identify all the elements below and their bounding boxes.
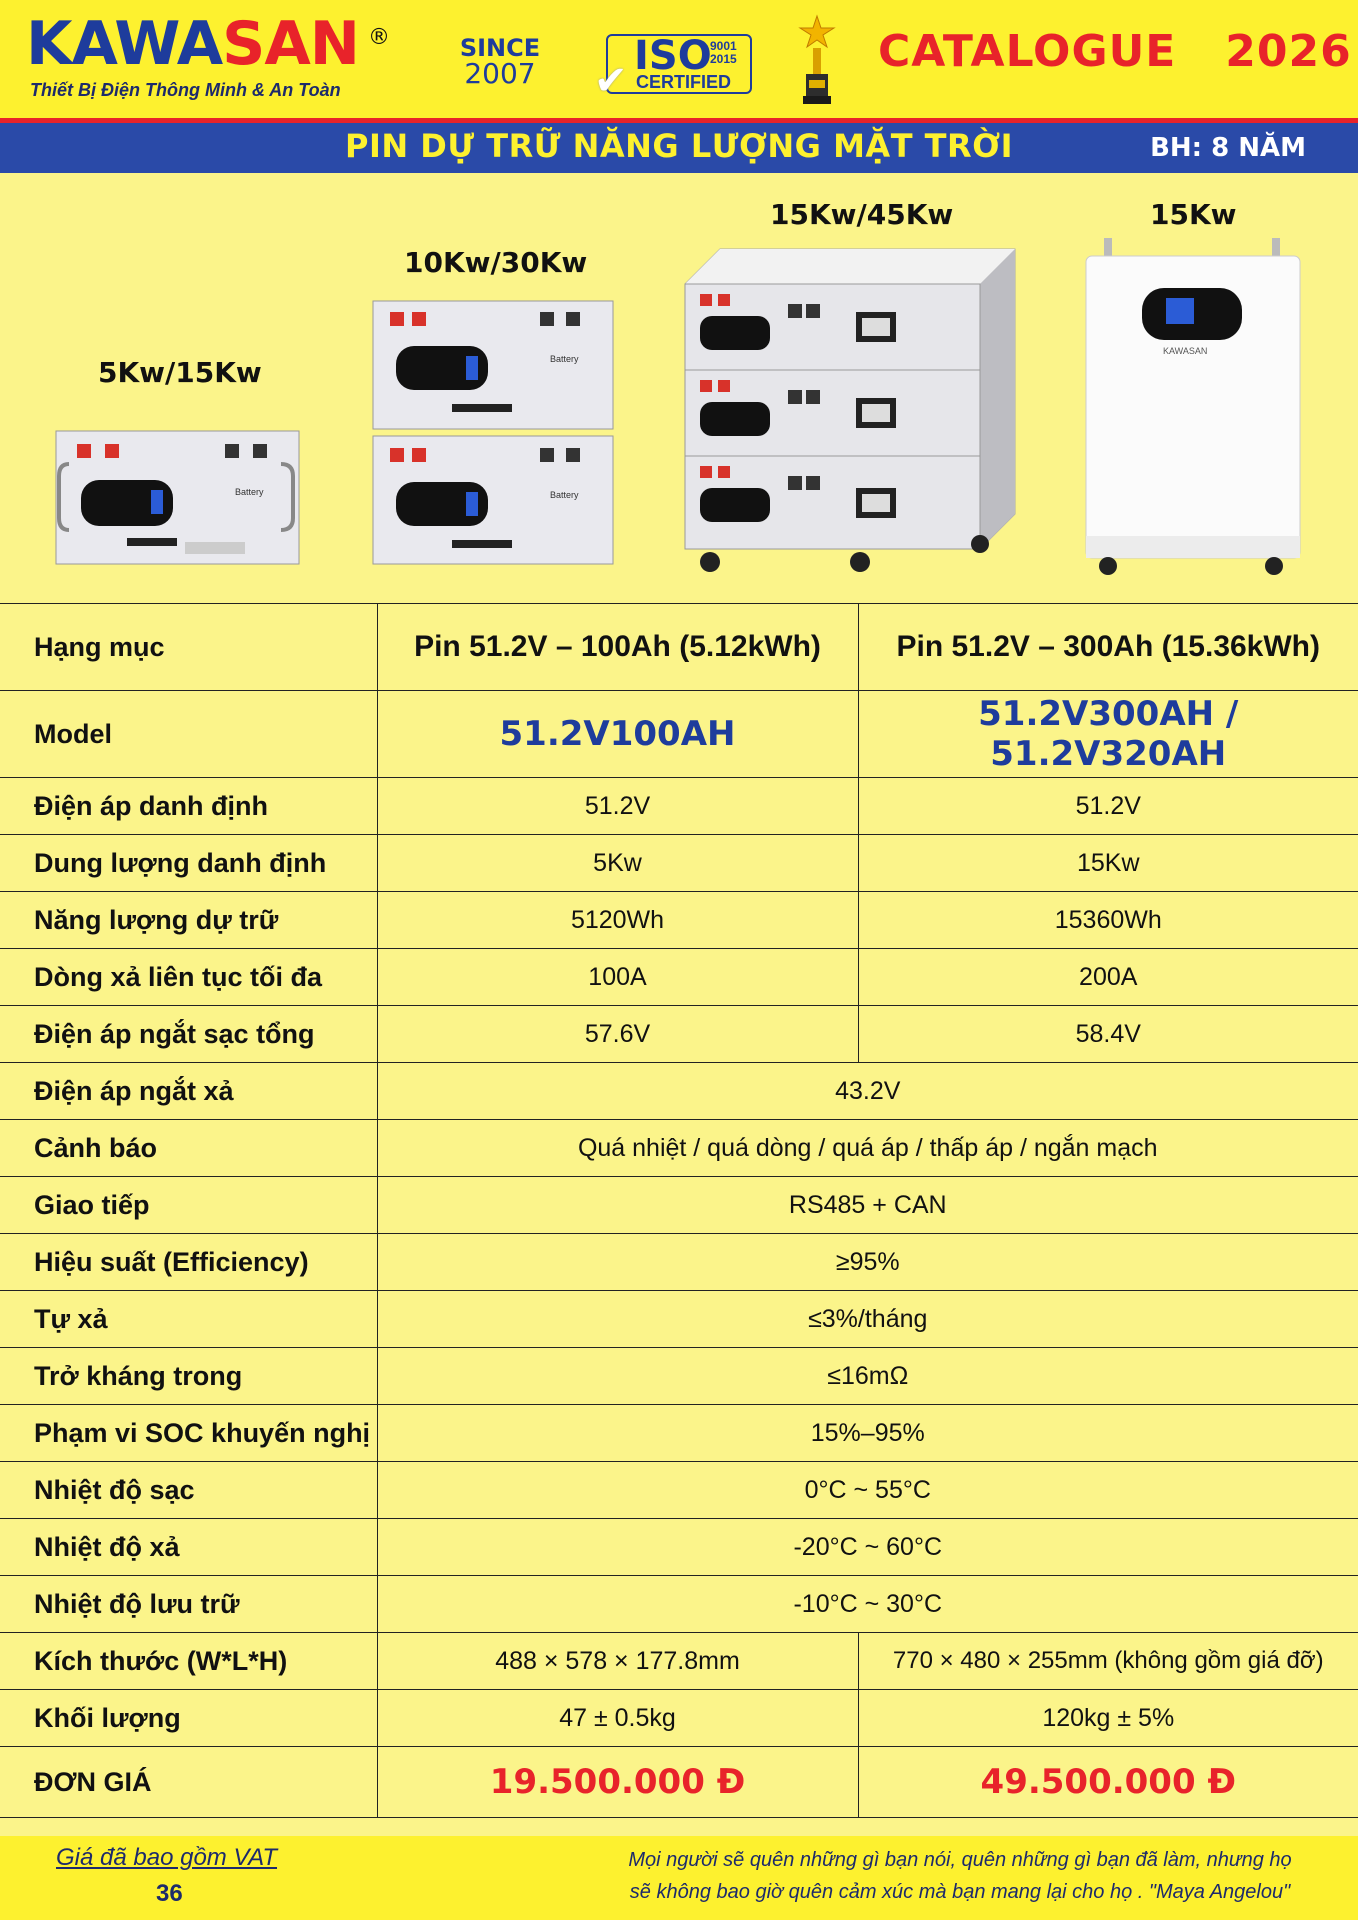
svg-text:Battery: Battery bbox=[235, 487, 264, 497]
row-label: Model bbox=[0, 691, 377, 778]
cell-value: 15360Wh bbox=[858, 892, 1358, 949]
cell-value: 5Kw bbox=[377, 835, 858, 892]
product-label-10kw: 10Kw/30Kw bbox=[404, 246, 588, 279]
row-label: Điện áp ngắt xả bbox=[0, 1063, 377, 1120]
product-label-15kw-45kw: 15Kw/45Kw bbox=[770, 198, 954, 231]
cell-value: -10°C ~ 30°C bbox=[377, 1576, 1358, 1633]
row-label: Dòng xả liên tục tối đa bbox=[0, 949, 377, 1006]
section-band bbox=[0, 123, 1358, 173]
row-label: Cảnh báo bbox=[0, 1120, 377, 1177]
table-row bbox=[0, 1576, 1358, 1633]
cell-value: 15Kw bbox=[858, 835, 1358, 892]
cell-value: ≤3%/tháng bbox=[377, 1291, 1358, 1348]
table-row bbox=[0, 1462, 1358, 1519]
table-row bbox=[0, 1519, 1358, 1576]
table-row bbox=[0, 1063, 1358, 1120]
cell-value: ≥95% bbox=[377, 1234, 1358, 1291]
row-label: Phạm vi SOC khuyến nghị bbox=[0, 1405, 377, 1462]
table-row bbox=[0, 1405, 1358, 1462]
cell-value: 770 × 480 × 255mm (không gồm giá đỡ) bbox=[858, 1633, 1358, 1690]
cell-value: -20°C ~ 60°C bbox=[377, 1519, 1358, 1576]
row-label: Nhiệt độ sạc bbox=[0, 1462, 377, 1519]
catalogue-title: CATALOGUE 2026 bbox=[878, 26, 1352, 77]
cell-value: 43.2V bbox=[377, 1063, 1358, 1120]
model-value: 51.2V300AH / 51.2V320AH bbox=[858, 691, 1358, 778]
since-badge: SINCE 2007 bbox=[459, 34, 541, 90]
row-label: Giao tiếp bbox=[0, 1177, 377, 1234]
page-number: 36 bbox=[156, 1880, 183, 1907]
table-row bbox=[0, 1234, 1358, 1291]
table-row bbox=[0, 1291, 1358, 1348]
svg-text:Battery: Battery bbox=[550, 490, 579, 500]
checkmark-icon: ✔ bbox=[594, 59, 628, 103]
table-row bbox=[0, 835, 1358, 892]
table-row bbox=[0, 1633, 1358, 1690]
battery-15kw-wall-image bbox=[1082, 236, 1304, 581]
row-label: Dung lượng danh định bbox=[0, 835, 377, 892]
row-label: Điện áp danh định bbox=[0, 778, 377, 835]
row-label: Tự xả bbox=[0, 1291, 377, 1348]
brand-logo: KAWASAN ® bbox=[26, 9, 390, 79]
product-label-5kw: 5Kw/15Kw bbox=[98, 356, 262, 389]
cell-value: 58.4V bbox=[858, 1006, 1358, 1063]
column-header: Pin 51.2V – 100Ah (5.12kWh) bbox=[377, 604, 858, 691]
price-value: 49.500.000 Đ bbox=[858, 1747, 1358, 1818]
product-label-15kw: 15Kw bbox=[1150, 198, 1237, 231]
page-footer bbox=[0, 1836, 1358, 1920]
footer-quote: Mọi người sẽ quên những gì bạn nói, quên những gì bạn đã làm, nhưng họ sẽ không bao giờ quên cảm xúc mà bạn mang lại cho họ . "Maya Angelou" bbox=[628, 1849, 1292, 1903]
table-row bbox=[0, 1348, 1358, 1405]
table-row bbox=[0, 1120, 1358, 1177]
model-value: 51.2V100AH bbox=[377, 691, 858, 778]
row-label: Nhiệt độ xả bbox=[0, 1519, 377, 1576]
table-row bbox=[0, 778, 1358, 835]
brand-slogan: Thiết Bị Điện Thông Minh & An Toàn bbox=[30, 80, 341, 100]
registered-mark: ® bbox=[368, 25, 390, 50]
cell-value: Quá nhiệt / quá dòng / quá áp / thấp áp / ngắn mạch bbox=[377, 1120, 1358, 1177]
iso-badge: ✔ ISO 9001 2015 CERTIFIED bbox=[606, 34, 752, 94]
cell-value: 488 × 578 × 177.8mm bbox=[377, 1633, 858, 1690]
table-row bbox=[0, 892, 1358, 949]
trophy-icon bbox=[797, 14, 837, 106]
row-label: Hạng mục bbox=[0, 604, 377, 691]
cell-value: 0°C ~ 55°C bbox=[377, 1462, 1358, 1519]
table-row bbox=[0, 1177, 1358, 1234]
spec-table bbox=[0, 603, 1358, 1818]
cell-value: 51.2V bbox=[858, 778, 1358, 835]
table-row-price bbox=[0, 1747, 1358, 1818]
table-header-row bbox=[0, 604, 1358, 691]
battery-5kw-image bbox=[55, 430, 300, 565]
row-label: Trở kháng trong bbox=[0, 1348, 377, 1405]
cell-value: ≤16mΩ bbox=[377, 1348, 1358, 1405]
svg-text:Battery: Battery bbox=[550, 354, 579, 364]
table-row bbox=[0, 1006, 1358, 1063]
warranty-badge: BH: 8 NĂM bbox=[1150, 133, 1306, 163]
price-value: 19.500.000 Đ bbox=[377, 1747, 858, 1818]
row-label: Kích thước (W*L*H) bbox=[0, 1633, 377, 1690]
cell-value: 120kg ± 5% bbox=[858, 1690, 1358, 1747]
cell-value: 47 ± 0.5kg bbox=[377, 1690, 858, 1747]
cell-value: 51.2V bbox=[377, 778, 858, 835]
section-title: PIN DỰ TRỮ NĂNG LƯỢNG MẶT TRỜI bbox=[345, 127, 1013, 165]
column-header: Pin 51.2V – 300Ah (15.36kWh) bbox=[858, 604, 1358, 691]
page-header bbox=[0, 0, 1358, 118]
cell-value: 5120Wh bbox=[377, 892, 858, 949]
table-row bbox=[0, 1690, 1358, 1747]
row-label: Nhiệt độ lưu trữ bbox=[0, 1576, 377, 1633]
cell-value: 100A bbox=[377, 949, 858, 1006]
battery-10kw-image bbox=[372, 300, 614, 566]
row-label: Khối lượng bbox=[0, 1690, 377, 1747]
row-label: Năng lượng dự trữ bbox=[0, 892, 377, 949]
cell-value: RS485 + CAN bbox=[377, 1177, 1358, 1234]
svg-text:KAWASAN: KAWASAN bbox=[1163, 346, 1208, 356]
table-row bbox=[0, 949, 1358, 1006]
row-label: Hiệu suất (Efficiency) bbox=[0, 1234, 377, 1291]
vat-note: Giá đã bao gồm VAT bbox=[56, 1844, 278, 1871]
cell-value: 57.6V bbox=[377, 1006, 858, 1063]
cell-value: 200A bbox=[858, 949, 1358, 1006]
row-label: ĐƠN GIÁ bbox=[0, 1747, 377, 1818]
row-label: Điện áp ngắt sạc tổng bbox=[0, 1006, 377, 1063]
battery-15kw-45kw-image bbox=[680, 244, 1020, 580]
table-row-model bbox=[0, 691, 1358, 778]
cell-value: 15%–95% bbox=[377, 1405, 1358, 1462]
